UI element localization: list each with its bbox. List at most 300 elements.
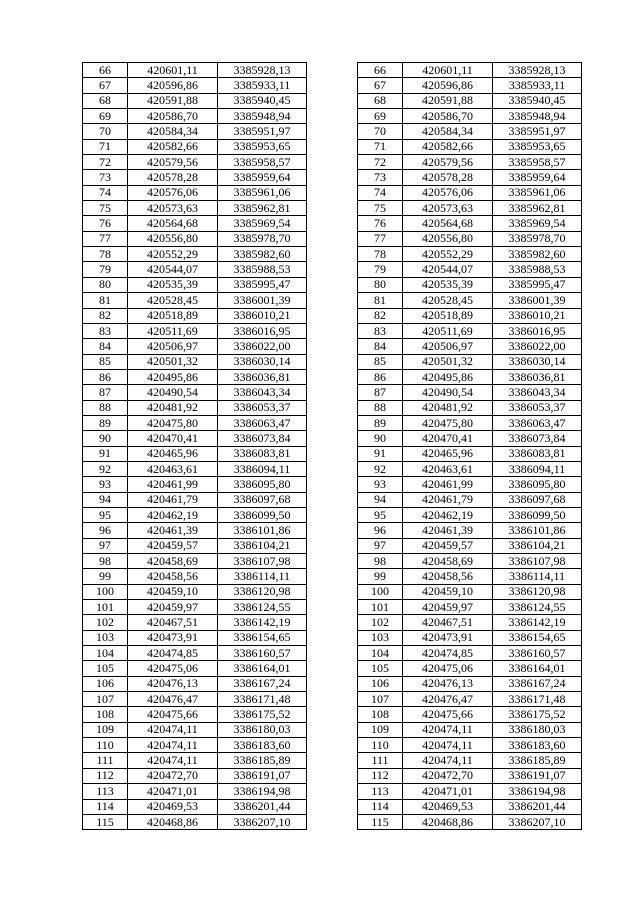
x-coordinate-cell: 420535,39 bbox=[128, 277, 218, 292]
table-row bbox=[83, 323, 307, 338]
table-row bbox=[358, 768, 582, 783]
y-coordinate-cell: 3386185,89 bbox=[493, 753, 582, 768]
point-number-cell: 92 bbox=[358, 461, 403, 476]
x-coordinate-cell: 420579,56 bbox=[128, 155, 218, 170]
point-number-cell: 85 bbox=[358, 354, 403, 369]
x-coordinate-cell: 420461,99 bbox=[403, 477, 493, 492]
x-coordinate-cell: 420459,97 bbox=[403, 600, 493, 615]
y-coordinate-cell: 3386043,34 bbox=[493, 385, 582, 400]
y-coordinate-cell: 3386175,52 bbox=[218, 707, 307, 722]
table-row bbox=[83, 492, 307, 507]
point-number-cell: 113 bbox=[83, 784, 128, 799]
x-coordinate-cell: 420481,92 bbox=[403, 400, 493, 415]
table-row bbox=[358, 201, 582, 216]
point-number-cell: 71 bbox=[83, 139, 128, 154]
table-row bbox=[358, 369, 582, 384]
table-row bbox=[83, 523, 307, 538]
point-number-cell: 102 bbox=[83, 615, 128, 630]
point-number-cell: 106 bbox=[358, 676, 403, 691]
point-number-cell: 105 bbox=[358, 661, 403, 676]
y-coordinate-cell: 3386164,01 bbox=[493, 661, 582, 676]
point-number-cell: 103 bbox=[83, 630, 128, 645]
table-row bbox=[83, 415, 307, 430]
x-coordinate-cell: 420475,80 bbox=[403, 415, 493, 430]
point-number-cell: 103 bbox=[358, 630, 403, 645]
point-number-cell: 111 bbox=[83, 753, 128, 768]
point-number-cell: 88 bbox=[83, 400, 128, 415]
y-coordinate-cell: 3386164,01 bbox=[218, 661, 307, 676]
table-row bbox=[83, 753, 307, 768]
coordinates-table-right bbox=[357, 62, 582, 830]
point-number-cell: 94 bbox=[83, 492, 128, 507]
table-row bbox=[358, 477, 582, 492]
y-coordinate-cell: 3385953,65 bbox=[218, 139, 307, 154]
table-row bbox=[358, 323, 582, 338]
y-coordinate-cell: 3386016,95 bbox=[493, 323, 582, 338]
x-coordinate-cell: 420544,07 bbox=[128, 262, 218, 277]
table-row bbox=[83, 185, 307, 200]
y-coordinate-cell: 3386114,11 bbox=[493, 569, 582, 584]
y-coordinate-cell: 3386207,10 bbox=[218, 814, 307, 829]
point-number-cell: 99 bbox=[83, 569, 128, 584]
point-number-cell: 77 bbox=[358, 231, 403, 246]
table-row bbox=[83, 308, 307, 323]
point-number-cell: 67 bbox=[358, 78, 403, 93]
table-row bbox=[358, 170, 582, 185]
point-number-cell: 113 bbox=[358, 784, 403, 799]
y-coordinate-cell: 3386094,11 bbox=[493, 461, 582, 476]
x-coordinate-cell: 420474,85 bbox=[403, 646, 493, 661]
x-coordinate-cell: 420591,88 bbox=[128, 93, 218, 108]
point-number-cell: 93 bbox=[83, 477, 128, 492]
point-number-cell: 83 bbox=[358, 323, 403, 338]
x-coordinate-cell: 420471,01 bbox=[128, 784, 218, 799]
table-row bbox=[83, 814, 307, 829]
table-row bbox=[358, 78, 582, 93]
y-coordinate-cell: 3386183,60 bbox=[493, 738, 582, 753]
table-row bbox=[83, 339, 307, 354]
y-coordinate-cell: 3386030,14 bbox=[218, 354, 307, 369]
point-number-cell: 107 bbox=[83, 692, 128, 707]
x-coordinate-cell: 420462,19 bbox=[128, 507, 218, 522]
x-coordinate-cell: 420582,66 bbox=[128, 139, 218, 154]
table-row bbox=[83, 584, 307, 599]
x-coordinate-cell: 420544,07 bbox=[403, 262, 493, 277]
point-number-cell: 90 bbox=[358, 431, 403, 446]
table-row bbox=[358, 538, 582, 553]
y-coordinate-cell: 3385961,06 bbox=[493, 185, 582, 200]
y-coordinate-cell: 3386094,11 bbox=[218, 461, 307, 476]
point-number-cell: 93 bbox=[358, 477, 403, 492]
table-row bbox=[83, 646, 307, 661]
table-row bbox=[358, 554, 582, 569]
table-row bbox=[358, 615, 582, 630]
y-coordinate-cell: 3385959,64 bbox=[218, 170, 307, 185]
point-number-cell: 87 bbox=[83, 385, 128, 400]
table-row bbox=[83, 569, 307, 584]
x-coordinate-cell: 420501,32 bbox=[128, 354, 218, 369]
point-number-cell: 104 bbox=[358, 646, 403, 661]
point-number-cell: 97 bbox=[83, 538, 128, 553]
y-coordinate-cell: 3385933,11 bbox=[218, 78, 307, 93]
table-row bbox=[83, 738, 307, 753]
y-coordinate-cell: 3385951,97 bbox=[493, 124, 582, 139]
x-coordinate-cell: 420476,47 bbox=[128, 692, 218, 707]
table-row bbox=[358, 722, 582, 737]
x-coordinate-cell: 420461,39 bbox=[403, 523, 493, 538]
x-coordinate-cell: 420473,91 bbox=[403, 630, 493, 645]
x-coordinate-cell: 420596,86 bbox=[128, 78, 218, 93]
point-number-cell: 70 bbox=[358, 124, 403, 139]
x-coordinate-cell: 420506,97 bbox=[403, 339, 493, 354]
point-number-cell: 78 bbox=[83, 247, 128, 262]
point-number-cell: 99 bbox=[358, 569, 403, 584]
y-coordinate-cell: 3386120,98 bbox=[493, 584, 582, 599]
point-number-cell: 110 bbox=[83, 738, 128, 753]
table-row bbox=[358, 124, 582, 139]
x-coordinate-cell: 420601,11 bbox=[403, 63, 493, 78]
table-row bbox=[83, 446, 307, 461]
x-coordinate-cell: 420470,41 bbox=[128, 431, 218, 446]
x-coordinate-cell: 420458,56 bbox=[128, 569, 218, 584]
x-coordinate-cell: 420564,68 bbox=[403, 216, 493, 231]
table-row bbox=[358, 354, 582, 369]
point-number-cell: 98 bbox=[358, 554, 403, 569]
table-row bbox=[358, 446, 582, 461]
y-coordinate-cell: 3386083,81 bbox=[493, 446, 582, 461]
table-row bbox=[83, 216, 307, 231]
y-coordinate-cell: 3386180,03 bbox=[218, 722, 307, 737]
x-coordinate-cell: 420474,11 bbox=[128, 738, 218, 753]
point-number-cell: 71 bbox=[358, 139, 403, 154]
point-number-cell: 82 bbox=[358, 308, 403, 323]
y-coordinate-cell: 3386120,98 bbox=[218, 584, 307, 599]
x-coordinate-cell: 420481,92 bbox=[128, 400, 218, 415]
point-number-cell: 108 bbox=[83, 707, 128, 722]
point-number-cell: 86 bbox=[83, 369, 128, 384]
x-coordinate-cell: 420472,70 bbox=[128, 768, 218, 783]
table-row bbox=[83, 692, 307, 707]
table-row bbox=[358, 415, 582, 430]
x-coordinate-cell: 420556,80 bbox=[403, 231, 493, 246]
table-row bbox=[83, 109, 307, 124]
table-row bbox=[83, 784, 307, 799]
table-row bbox=[83, 461, 307, 476]
table-row bbox=[358, 738, 582, 753]
table-row bbox=[83, 431, 307, 446]
y-coordinate-cell: 3386175,52 bbox=[493, 707, 582, 722]
y-coordinate-cell: 3385962,81 bbox=[493, 201, 582, 216]
table-row bbox=[83, 400, 307, 415]
point-number-cell: 66 bbox=[358, 63, 403, 78]
y-coordinate-cell: 3385959,64 bbox=[493, 170, 582, 185]
y-coordinate-cell: 3385978,70 bbox=[218, 231, 307, 246]
table-row bbox=[358, 293, 582, 308]
point-number-cell: 68 bbox=[358, 93, 403, 108]
x-coordinate-cell: 420495,86 bbox=[403, 369, 493, 384]
y-coordinate-cell: 3386160,57 bbox=[493, 646, 582, 661]
point-number-cell: 108 bbox=[358, 707, 403, 722]
point-number-cell: 76 bbox=[83, 216, 128, 231]
y-coordinate-cell: 3386180,03 bbox=[493, 722, 582, 737]
point-number-cell: 88 bbox=[358, 400, 403, 415]
point-number-cell: 86 bbox=[358, 369, 403, 384]
table-row bbox=[83, 63, 307, 78]
x-coordinate-cell: 420475,80 bbox=[128, 415, 218, 430]
point-number-cell: 115 bbox=[83, 814, 128, 829]
table-row bbox=[358, 814, 582, 829]
y-coordinate-cell: 3386095,80 bbox=[218, 477, 307, 492]
y-coordinate-cell: 3386099,50 bbox=[218, 507, 307, 522]
y-coordinate-cell: 3386030,14 bbox=[493, 354, 582, 369]
y-coordinate-cell: 3386154,65 bbox=[493, 630, 582, 645]
point-number-cell: 84 bbox=[83, 339, 128, 354]
point-number-cell: 72 bbox=[83, 155, 128, 170]
point-number-cell: 67 bbox=[83, 78, 128, 93]
x-coordinate-cell: 420459,10 bbox=[128, 584, 218, 599]
x-coordinate-cell: 420474,11 bbox=[128, 753, 218, 768]
point-number-cell: 81 bbox=[358, 293, 403, 308]
x-coordinate-cell: 420474,11 bbox=[403, 722, 493, 737]
y-coordinate-cell: 3386097,68 bbox=[218, 492, 307, 507]
point-number-cell: 74 bbox=[83, 185, 128, 200]
x-coordinate-cell: 420535,39 bbox=[403, 277, 493, 292]
point-number-cell: 89 bbox=[358, 415, 403, 430]
coordinates-table-left bbox=[82, 62, 307, 830]
y-coordinate-cell: 3386036,81 bbox=[218, 369, 307, 384]
y-coordinate-cell: 3385982,60 bbox=[493, 247, 582, 262]
table-row bbox=[358, 661, 582, 676]
x-coordinate-cell: 420474,11 bbox=[403, 753, 493, 768]
table-row bbox=[358, 784, 582, 799]
point-number-cell: 95 bbox=[358, 507, 403, 522]
y-coordinate-cell: 3385948,94 bbox=[218, 109, 307, 124]
x-coordinate-cell: 420458,56 bbox=[403, 569, 493, 584]
x-coordinate-cell: 420596,86 bbox=[403, 78, 493, 93]
y-coordinate-cell: 3386114,11 bbox=[218, 569, 307, 584]
point-number-cell: 70 bbox=[83, 124, 128, 139]
table-row bbox=[83, 538, 307, 553]
table-row bbox=[83, 600, 307, 615]
table-row bbox=[358, 155, 582, 170]
point-number-cell: 92 bbox=[83, 461, 128, 476]
x-coordinate-cell: 420584,34 bbox=[403, 124, 493, 139]
x-coordinate-cell: 420601,11 bbox=[128, 63, 218, 78]
table-row bbox=[83, 630, 307, 645]
table-row bbox=[358, 216, 582, 231]
y-coordinate-cell: 3386142,19 bbox=[218, 615, 307, 630]
y-coordinate-cell: 3386194,98 bbox=[218, 784, 307, 799]
table-row bbox=[358, 339, 582, 354]
y-coordinate-cell: 3386185,89 bbox=[218, 753, 307, 768]
point-number-cell: 114 bbox=[358, 799, 403, 814]
x-coordinate-cell: 420469,53 bbox=[403, 799, 493, 814]
x-coordinate-cell: 420459,10 bbox=[403, 584, 493, 599]
y-coordinate-cell: 3385948,94 bbox=[493, 109, 582, 124]
table-row bbox=[83, 78, 307, 93]
y-coordinate-cell: 3386124,55 bbox=[218, 600, 307, 615]
point-number-cell: 102 bbox=[358, 615, 403, 630]
x-coordinate-cell: 420579,56 bbox=[403, 155, 493, 170]
y-coordinate-cell: 3386083,81 bbox=[218, 446, 307, 461]
x-coordinate-cell: 420467,51 bbox=[403, 615, 493, 630]
table-row bbox=[83, 385, 307, 400]
table-row bbox=[358, 676, 582, 691]
y-coordinate-cell: 3385988,53 bbox=[218, 262, 307, 277]
y-coordinate-cell: 3386154,65 bbox=[218, 630, 307, 645]
table-row bbox=[358, 400, 582, 415]
x-coordinate-cell: 420459,57 bbox=[403, 538, 493, 553]
x-coordinate-cell: 420501,32 bbox=[403, 354, 493, 369]
x-coordinate-cell: 420552,29 bbox=[128, 247, 218, 262]
point-number-cell: 90 bbox=[83, 431, 128, 446]
x-coordinate-cell: 420475,66 bbox=[403, 707, 493, 722]
point-number-cell: 96 bbox=[358, 523, 403, 538]
point-number-cell: 83 bbox=[83, 323, 128, 338]
y-coordinate-cell: 3385995,47 bbox=[493, 277, 582, 292]
x-coordinate-cell: 420511,69 bbox=[128, 323, 218, 338]
table-row bbox=[358, 185, 582, 200]
table-row bbox=[358, 262, 582, 277]
x-coordinate-cell: 420582,66 bbox=[403, 139, 493, 154]
table-row bbox=[358, 799, 582, 814]
x-coordinate-cell: 420461,79 bbox=[128, 492, 218, 507]
x-coordinate-cell: 420586,70 bbox=[128, 109, 218, 124]
x-coordinate-cell: 420474,85 bbox=[128, 646, 218, 661]
table-row bbox=[83, 354, 307, 369]
point-number-cell: 97 bbox=[358, 538, 403, 553]
point-number-cell: 104 bbox=[83, 646, 128, 661]
table-row bbox=[83, 139, 307, 154]
y-coordinate-cell: 3385978,70 bbox=[493, 231, 582, 246]
y-coordinate-cell: 3385958,57 bbox=[493, 155, 582, 170]
point-number-cell: 73 bbox=[358, 170, 403, 185]
x-coordinate-cell: 420463,61 bbox=[128, 461, 218, 476]
point-number-cell: 100 bbox=[358, 584, 403, 599]
point-number-cell: 79 bbox=[83, 262, 128, 277]
table-row bbox=[358, 646, 582, 661]
y-coordinate-cell: 3386063,47 bbox=[218, 415, 307, 430]
y-coordinate-cell: 3386010,21 bbox=[493, 308, 582, 323]
y-coordinate-cell: 3386167,24 bbox=[493, 676, 582, 691]
point-number-cell: 100 bbox=[83, 584, 128, 599]
point-number-cell: 69 bbox=[83, 109, 128, 124]
point-number-cell: 111 bbox=[358, 753, 403, 768]
table-row bbox=[83, 155, 307, 170]
y-coordinate-cell: 3386099,50 bbox=[493, 507, 582, 522]
x-coordinate-cell: 420470,41 bbox=[403, 431, 493, 446]
table-row bbox=[83, 262, 307, 277]
y-coordinate-cell: 3386016,95 bbox=[218, 323, 307, 338]
y-coordinate-cell: 3385928,13 bbox=[218, 63, 307, 78]
point-number-cell: 94 bbox=[358, 492, 403, 507]
x-coordinate-cell: 420576,06 bbox=[128, 185, 218, 200]
table-row bbox=[83, 477, 307, 492]
x-coordinate-cell: 420469,53 bbox=[128, 799, 218, 814]
table-row bbox=[358, 308, 582, 323]
x-coordinate-cell: 420475,06 bbox=[403, 661, 493, 676]
y-coordinate-cell: 3386107,98 bbox=[493, 554, 582, 569]
table-row bbox=[358, 600, 582, 615]
x-coordinate-cell: 420461,79 bbox=[403, 492, 493, 507]
x-coordinate-cell: 420591,88 bbox=[403, 93, 493, 108]
y-coordinate-cell: 3386073,84 bbox=[218, 431, 307, 446]
y-coordinate-cell: 3385928,13 bbox=[493, 63, 582, 78]
table-row bbox=[358, 692, 582, 707]
x-coordinate-cell: 420490,54 bbox=[403, 385, 493, 400]
x-coordinate-cell: 420495,86 bbox=[128, 369, 218, 384]
table-row bbox=[83, 247, 307, 262]
y-coordinate-cell: 3385969,54 bbox=[218, 216, 307, 231]
point-number-cell: 81 bbox=[83, 293, 128, 308]
y-coordinate-cell: 3386010,21 bbox=[218, 308, 307, 323]
y-coordinate-cell: 3386063,47 bbox=[493, 415, 582, 430]
y-coordinate-cell: 3385951,97 bbox=[218, 124, 307, 139]
x-coordinate-cell: 420518,89 bbox=[128, 308, 218, 323]
table-row bbox=[83, 369, 307, 384]
y-coordinate-cell: 3385961,06 bbox=[218, 185, 307, 200]
x-coordinate-cell: 420471,01 bbox=[403, 784, 493, 799]
point-number-cell: 76 bbox=[358, 216, 403, 231]
table-row bbox=[83, 615, 307, 630]
x-coordinate-cell: 420518,89 bbox=[403, 308, 493, 323]
y-coordinate-cell: 3386160,57 bbox=[218, 646, 307, 661]
x-coordinate-cell: 420461,99 bbox=[128, 477, 218, 492]
table-row bbox=[83, 293, 307, 308]
table-row bbox=[358, 139, 582, 154]
point-number-cell: 115 bbox=[358, 814, 403, 829]
x-coordinate-cell: 420465,96 bbox=[128, 446, 218, 461]
point-number-cell: 75 bbox=[358, 201, 403, 216]
table-row bbox=[83, 93, 307, 108]
point-number-cell: 98 bbox=[83, 554, 128, 569]
y-coordinate-cell: 3385953,65 bbox=[493, 139, 582, 154]
point-number-cell: 107 bbox=[358, 692, 403, 707]
x-coordinate-cell: 420474,11 bbox=[403, 738, 493, 753]
x-coordinate-cell: 420556,80 bbox=[128, 231, 218, 246]
x-coordinate-cell: 420511,69 bbox=[403, 323, 493, 338]
table-row bbox=[358, 461, 582, 476]
table-row bbox=[358, 93, 582, 108]
x-coordinate-cell: 420458,69 bbox=[403, 554, 493, 569]
x-coordinate-cell: 420578,28 bbox=[403, 170, 493, 185]
table-row bbox=[83, 507, 307, 522]
y-coordinate-cell: 3386191,07 bbox=[493, 768, 582, 783]
y-coordinate-cell: 3386142,19 bbox=[493, 615, 582, 630]
table-row bbox=[358, 492, 582, 507]
point-number-cell: 95 bbox=[83, 507, 128, 522]
x-coordinate-cell: 420573,63 bbox=[128, 201, 218, 216]
table-row bbox=[83, 554, 307, 569]
table-row bbox=[83, 676, 307, 691]
table-row bbox=[358, 431, 582, 446]
point-number-cell: 91 bbox=[358, 446, 403, 461]
point-number-cell: 109 bbox=[358, 722, 403, 737]
y-coordinate-cell: 3386001,39 bbox=[493, 293, 582, 308]
point-number-cell: 80 bbox=[83, 277, 128, 292]
y-coordinate-cell: 3386022,00 bbox=[493, 339, 582, 354]
point-number-cell: 82 bbox=[83, 308, 128, 323]
x-coordinate-cell: 420576,06 bbox=[403, 185, 493, 200]
point-number-cell: 79 bbox=[358, 262, 403, 277]
x-coordinate-cell: 420528,45 bbox=[128, 293, 218, 308]
y-coordinate-cell: 3386191,07 bbox=[218, 768, 307, 783]
point-number-cell: 69 bbox=[358, 109, 403, 124]
y-coordinate-cell: 3386201,44 bbox=[218, 799, 307, 814]
x-coordinate-cell: 420475,66 bbox=[128, 707, 218, 722]
y-coordinate-cell: 3386167,24 bbox=[218, 676, 307, 691]
point-number-cell: 78 bbox=[358, 247, 403, 262]
